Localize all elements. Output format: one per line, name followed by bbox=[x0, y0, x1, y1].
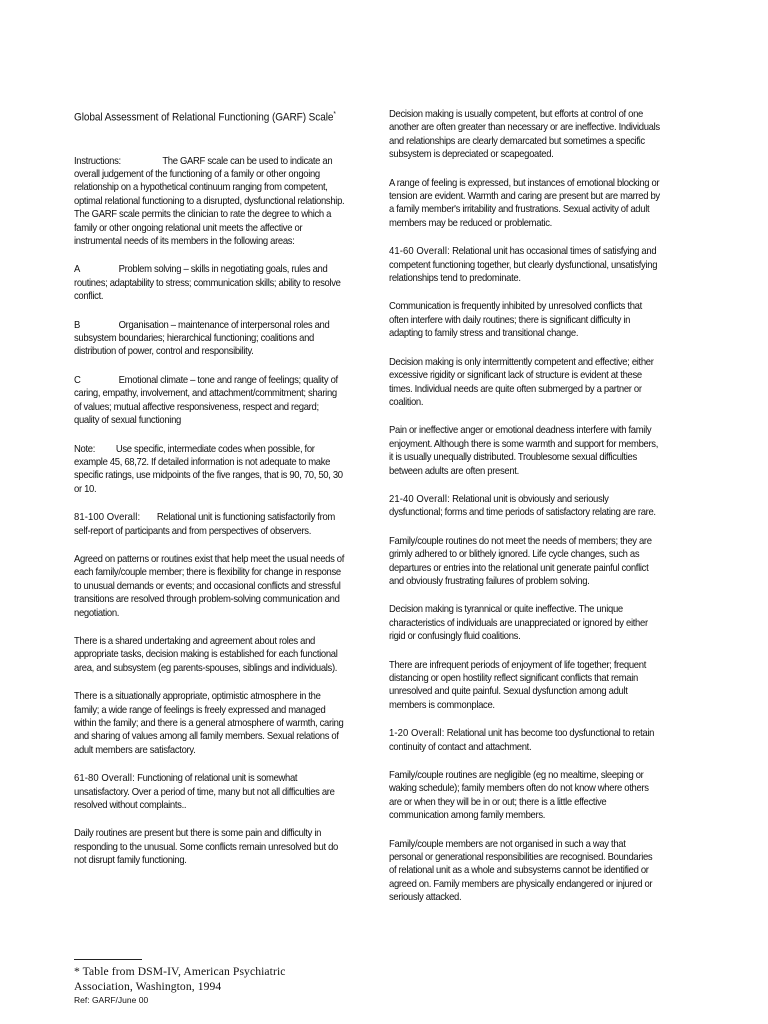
footnote bbox=[74, 964, 374, 994]
range-1-20-routines: Family/couple routines are negligible (eg no mealtime, sleeping or waking schedule); family members often do not know where others are or when they will be in or out; there is a little effective communication among family members. bbox=[389, 770, 649, 822]
range-21-40-routines: Family/couple routines do not meet the needs of members; they are grimly adhered to or blithely ignored. Life cycle changes, such as departures or entries into the relational unit generate painful conflict and obviously frustrating failures of problem solving. bbox=[389, 535, 652, 587]
area-b-letter: B bbox=[74, 319, 81, 331]
range-61-80-routines: Daily routines are present but there is some pain and difficulty in responding to the unusual. Some conflicts remain unresolved but do not disrupt family functioning. bbox=[74, 828, 338, 867]
area-a-text: Problem solving – skills in negotiating goals, rules and routines; adaptability to stress; communication skills; ability to resolve conflict. bbox=[74, 264, 341, 303]
range-41-60-routines: Communication is frequently inhibited by unresolved conflicts that often interfere with daily routines; there is significant difficulty in adapting to family stress and transitional change. bbox=[389, 301, 642, 340]
area-a-letter: A bbox=[74, 264, 81, 276]
range-21-40-text: Relational unit is obviously and seriously dysfunctional; forms and time periods of satisfactory relating are rare. bbox=[389, 493, 656, 519]
range-1-20-label: 1-20 Overall: bbox=[389, 728, 445, 740]
instructions-paragraph bbox=[74, 155, 346, 249]
range-1-20-text: Relational unit has become too dysfunctional to retain continuity of contact and attachment. bbox=[389, 728, 655, 753]
area-c-letter: C bbox=[74, 374, 81, 386]
area-c-text: Emotional climate – tone and range of feelings; quality of caring, empathy, involvement, and attachment/commitment; sharing of values; mutual affective responsiveness, respect and regard; quality of sexual functioning bbox=[74, 374, 338, 427]
instructions-label: Instructions: bbox=[74, 155, 121, 167]
range-41-60-text: Relational unit has occasional times of satisfying and competent functioning together, but clearly dysfunctional, unsatisfying relationships tend to predominate. bbox=[389, 246, 658, 285]
area-c-paragraph bbox=[74, 374, 346, 428]
right-column bbox=[389, 108, 661, 920]
left-column bbox=[74, 108, 346, 883]
range-21-40-organisation: Decision making is tyrannical or quite ineffective. The unique characteristics of individuals are unappreciated or ignored by either rigid or confusingly fluid coalitions. bbox=[389, 604, 648, 643]
footnote-marker: * bbox=[333, 111, 336, 118]
range-81-100-organisation: There is a shared undertaking and agreement about roles and appropriate tasks, decision making is established for each functional area, and subsystem (eg parents-spouses, siblings and individuals). bbox=[74, 635, 338, 674]
range-41-60-heading bbox=[389, 245, 661, 285]
range-81-100-label: 81-100 Overall: bbox=[74, 512, 141, 524]
range-21-40-label: 21-40 Overall: bbox=[389, 493, 450, 505]
footnote-line-2: Association, Washington, 1994 bbox=[74, 980, 222, 993]
range-61-80-text: Functioning of relational unit is somewhat unsatisfactory. Over a period of time, many but not all difficulties are resolved without complaints.. bbox=[74, 773, 335, 812]
range-1-20-heading bbox=[389, 727, 661, 754]
note-text: Use specific, intermediate codes when possible, for example 45, 68,72. If detailed information is not adequate to make specific ratings, use midpoints of the five ranges, that is 90, 70, 50, 30 or 10. bbox=[74, 443, 343, 495]
range-21-40-heading bbox=[389, 493, 661, 520]
note-paragraph bbox=[74, 443, 346, 497]
range-61-80-climate: A range of feeling is expressed, but instances of emotional blocking or tension are evident. Warmth and caring are present but are marred by a family member's irritability and frustrations. Sexual activity of adult members may be reduced or problematic. bbox=[389, 177, 660, 229]
footnote-divider bbox=[74, 959, 142, 960]
note-label: Note: bbox=[74, 443, 96, 455]
area-b-text: Organisation – maintenance of interpersonal roles and subsystem boundaries; hierarchical functioning; coalitions and distribution of power, control and responsibility. bbox=[74, 319, 330, 358]
range-81-100-heading bbox=[74, 511, 346, 538]
range-1-20-organisation: Family/couple members are not organised in such a way that personal or generational responsibilities are recognised. Boundaries of relational unit as a whole and subsystems cannot be identified or agreed on. Family members are physically endangered or injured or seriously attacked. bbox=[389, 838, 653, 904]
range-21-40-climate: There are infrequent periods of enjoyment of life together; frequent distancing or open hostility reflect significant conflicts that remain unresolved and quite painful. Sexual dysfunction among adult members is commonplace. bbox=[389, 659, 647, 711]
area-a-paragraph bbox=[74, 263, 346, 303]
range-61-80-organisation: Decision making is usually competent, but efforts at control of one another are often greater than necessary or are ineffective. Individuals and relationships are clearly demarcated but sometimes a specific subsystem is depreciated or scapegoated. bbox=[389, 109, 660, 161]
range-81-100-climate: There is a situationally appropriate, optimistic atmosphere in the family; a wide range of feelings is freely expressed and managed within the family; and there is a general atmosphere of warmth, caring and sharing of values among all family members. Sexual relations of adult members are satisfactory. bbox=[74, 691, 344, 756]
range-81-100-text: Relational unit is functioning satisfactorily from self-report of participants and from perspectives of observers. bbox=[74, 512, 335, 537]
instructions-text: The GARF scale can be used to indicate an overall judgement of the functioning of a family or other ongoing relationship on a hypothetical continuum ranging from competent, optimal relational functioning to a disrupted, dysfunctional relationship. The GARF scale permits the clinician to rate the degree to which a family or other ongoing relational unit meets the affective or instrumental needs of its members in the following areas: bbox=[74, 155, 345, 248]
range-61-80-label: 61-80 Overall: bbox=[74, 773, 135, 785]
range-81-100-routines: Agreed on patterns or routines exist that help meet the usual needs of each family/couple member; there is flexibility for change in response to unusual demands or events; and occasional conflicts and stressful transitions are resolved through problem-solving communication and negotiation. bbox=[74, 553, 345, 619]
range-41-60-climate: Pain or ineffective anger or emotional deadness interfere with family enjoyment. Although there is some warmth and support for members, it is usually unequally distributed. Troublesome sexual difficulties between adults are often present. bbox=[389, 425, 659, 477]
range-41-60-label: 41-60 Overall: bbox=[389, 246, 450, 258]
reference-code: Ref: GARF/June 00 bbox=[74, 995, 149, 1005]
document-title bbox=[74, 108, 346, 125]
area-b-paragraph bbox=[74, 319, 346, 359]
range-41-60-organisation: Decision making is only intermittently competent and effective; either excessive rigidity or significant lack of structure is evident at these times. Individual needs are quite often submerged by a partner or coalition. bbox=[389, 356, 654, 408]
footnote-line-1: * Table from DSM-IV, American Psychiatric bbox=[74, 965, 286, 978]
title-text: Global Assessment of Relational Functioning (GARF) Scale bbox=[74, 111, 334, 124]
range-61-80-heading bbox=[74, 772, 346, 812]
